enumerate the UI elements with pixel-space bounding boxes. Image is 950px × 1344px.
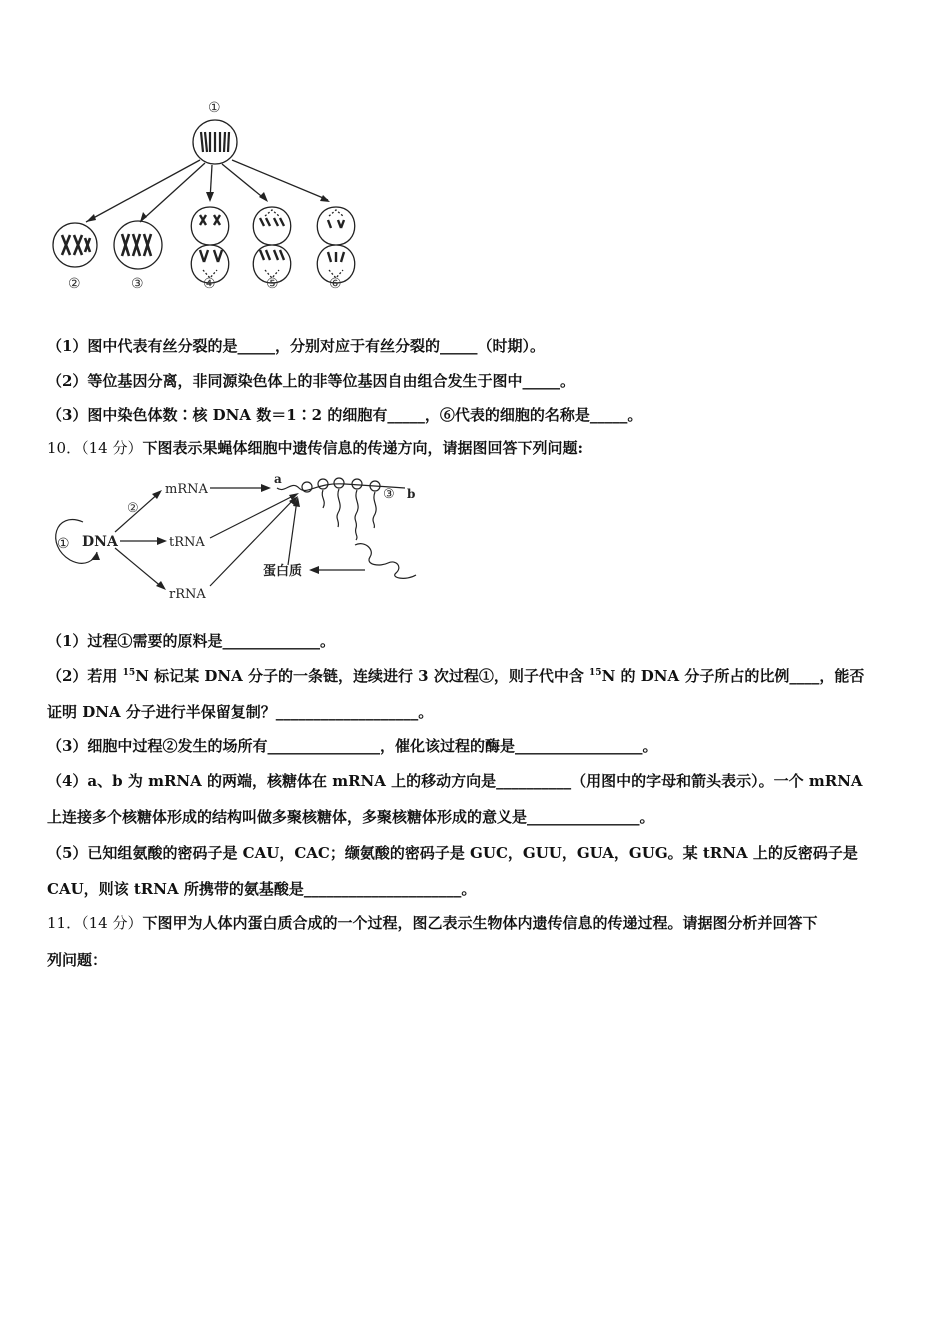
- q10-part5-line1: （5）已知组氨酸的密码子是 CAU，CAC；缬氨酸的密码子是 GUC，GUU，GUA，GUG。某 tRNA 上的反密码子是: [47, 844, 858, 862]
- q9-part2: （2）等位基因分离，非同源染色体上的非等位基因自由组合发生于图中_____。: [47, 372, 575, 390]
- fig1-label-1: ①: [208, 100, 221, 116]
- fig2-circ1: ①: [57, 536, 70, 552]
- q10-part4-line1: （4）a、b 为 mRNA 的两端，核糖体在 mRNA 上的移动方向是__________（用图中的字母和箭头表示）。一个 mRNA: [47, 772, 863, 790]
- isotope-sup-1: 15: [122, 668, 136, 678]
- isotope-sup-2: 15: [589, 668, 602, 678]
- fig2-rrna: rRNA: [169, 587, 206, 602]
- cell-division-figure: [40, 90, 380, 300]
- q10-part2-line1: （2）若用 $^{15}$N 标记某 DNA 分子的一条链，连续进行 3 次过程①，则子代中含 $^{15}$N 的 DNA 分子所占的比例____，能否: [47, 667, 865, 685]
- q10-part4-line2: 上连接多个核糖体形成的结构叫做多聚核糖体，多聚核糖体形成的意义是_______________。: [47, 808, 655, 826]
- fig1-label-2: ②: [68, 276, 81, 292]
- fig2-dna: DNA: [82, 534, 118, 550]
- fig2-circ3: ③: [383, 487, 395, 502]
- fig1-label-6: ⑥: [329, 276, 342, 292]
- q11-stem-line2: 列问题：: [47, 951, 108, 969]
- fig1-label-5: ⑤: [266, 276, 279, 292]
- q10-part2-line2: 证明 DNA 分子进行半保留复制？___________________。: [47, 703, 434, 721]
- fig1-label-3: ③: [131, 276, 144, 292]
- q10-part5-line2: CAU，则该 tRNA 所携带的氨基酸是_____________________。: [47, 880, 477, 898]
- fig2-a: a: [274, 472, 282, 486]
- q9-part3: （3）图中染色体数∶核 DNA 数＝1∶2 的细胞有_____，⑥代表的细胞的名称是_____。: [47, 406, 643, 424]
- fig2-circ2: ②: [127, 501, 139, 516]
- fig2-protein: 蛋白质: [263, 564, 303, 579]
- fig1-label-4: ④: [203, 276, 216, 292]
- q10-stem: 下图表示果蝇体细胞中遗传信息的传递方向，请据图回答下列问题:: [142, 439, 583, 457]
- fig2-b: b: [407, 487, 416, 501]
- q11-stem: 下图甲为人体内蛋白质合成的一个过程，图乙表示生物体内遗传信息的传递过程。请据图分析并回答下: [142, 914, 818, 932]
- q11-stem-line: [47, 913, 817, 933]
- q11-score: （14 分）: [81, 914, 143, 932]
- q10-part3: （3）细胞中过程②发生的场所有_______________，催化该过程的酶是_________________。: [47, 737, 658, 755]
- q11-number: 11．: [47, 914, 82, 932]
- q10-part1: （1）过程①需要的原料是_____________。: [47, 632, 335, 650]
- gene-expression-figure: [45, 470, 425, 610]
- q10-stem-line: [47, 438, 583, 458]
- q10-score: （14 分）: [81, 439, 143, 457]
- fig2-trna: tRNA: [169, 535, 205, 550]
- fig2-mrna: mRNA: [165, 482, 208, 497]
- q9-part1: （1）图中代表有丝分裂的是_____，分别对应于有丝分裂的_____（时期）。: [47, 337, 545, 355]
- q10-number: 10．: [47, 439, 82, 457]
